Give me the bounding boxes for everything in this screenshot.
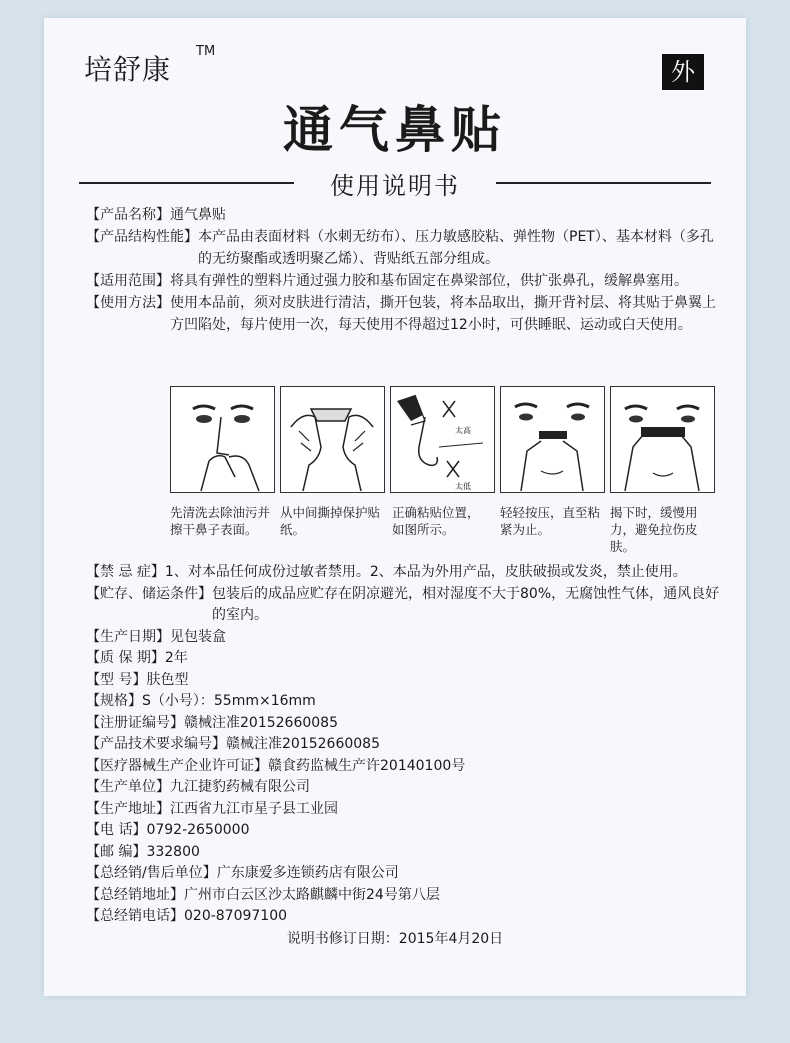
field-label: 【生产单位】 bbox=[86, 779, 170, 795]
divider-right bbox=[496, 182, 711, 184]
field-row bbox=[86, 670, 726, 692]
field-row bbox=[86, 756, 726, 778]
field-label: 【禁 忌 症】 bbox=[86, 564, 165, 580]
field-row bbox=[86, 842, 726, 864]
field-label: 【注册证编号】 bbox=[86, 714, 184, 731]
field-label: 【总经销电话】 bbox=[86, 908, 184, 924]
diagram-peel-backing bbox=[280, 386, 385, 493]
field-value: 020-87097100 bbox=[184, 908, 288, 924]
field-label: 【使用方法】 bbox=[86, 295, 170, 311]
field-label: 【产品名称】 bbox=[86, 207, 170, 223]
field-value: 赣械注准20152660085 bbox=[184, 714, 338, 731]
field-label: 【邮 编】 bbox=[86, 843, 147, 860]
field-row bbox=[86, 292, 726, 336]
diagram-caption: 揭下时，缓慢用力，避免拉伤皮肤。 bbox=[610, 505, 698, 554]
subtitle-row bbox=[79, 162, 711, 202]
info-fields-top bbox=[86, 204, 726, 336]
field-row bbox=[86, 691, 726, 713]
field-label: 【贮存、储运条件】 bbox=[86, 585, 212, 602]
field-label: 【医疗器械生产企业许可证】 bbox=[86, 757, 268, 774]
field-value: 0792-2650000 bbox=[146, 822, 250, 838]
info-fields-bottom bbox=[86, 562, 726, 928]
field-label: 【适用范围】 bbox=[86, 273, 170, 289]
field-label: 【生产日期】 bbox=[86, 628, 170, 645]
diagram-caption: 从中间撕掉保护贴纸。 bbox=[280, 505, 381, 537]
field-value: 江西省九江市星子县工业园 bbox=[170, 800, 338, 817]
too-low-label: 太低 bbox=[455, 482, 471, 491]
field-value: 2年 bbox=[164, 650, 188, 666]
revision-date: 说明书修订日期：2015年4月20日 bbox=[286, 931, 504, 947]
field-label: 【型 号】 bbox=[86, 671, 147, 688]
field-row bbox=[86, 734, 726, 756]
field-row bbox=[86, 799, 726, 821]
diagram-caption: 轻轻按压，直至粘紧为止。 bbox=[500, 505, 601, 537]
field-value: 通气鼻贴 bbox=[170, 207, 226, 223]
field-value: 使用本品前，须对皮肤进行清洁，撕开包装，将本品取出，撕开背衬层、将其贴于鼻翼上方凹陷处，每片使用一次，每天使用不得超过12小时，可供睡眠、运动或白天使用。 bbox=[170, 295, 716, 333]
field-row bbox=[86, 820, 726, 842]
field-label: 【质 保 期】 bbox=[86, 650, 165, 666]
product-title: 通气鼻贴 bbox=[283, 101, 507, 159]
field-row bbox=[86, 204, 726, 226]
field-row bbox=[86, 627, 726, 649]
field-value: 本产品由表面材料（水刺无纺布）、压力敏感胶粘、弹性物（PET）、基本材料（多孔的无纺聚酯或透明聚乙烯）、背贴纸五部分组成。 bbox=[198, 229, 714, 267]
instruction-sheet bbox=[44, 18, 746, 996]
diagram-caption: 正确粘贴位置，如图所示。 bbox=[392, 505, 480, 537]
field-row bbox=[86, 562, 726, 584]
field-label: 【总经销地址】 bbox=[86, 886, 184, 903]
field-row bbox=[86, 863, 726, 885]
field-row bbox=[86, 777, 726, 799]
field-row bbox=[86, 713, 726, 735]
field-value: 九江捷豹药械有限公司 bbox=[170, 779, 310, 795]
field-value: 将具有弹性的塑料片通过强力胶和基布固定在鼻梁部位，供扩张鼻孔，缓解鼻塞用。 bbox=[170, 273, 688, 289]
subtitle: 使用说明书 bbox=[330, 172, 460, 200]
field-label: 【产品技术要求编号】 bbox=[86, 736, 226, 752]
brand-logo: 培舒康 bbox=[84, 53, 172, 86]
field-value: 1、对本品任何成份过敏者禁用。2、本品为外用产品，皮肤破损或发炎，禁止使用。 bbox=[164, 564, 687, 580]
field-row bbox=[86, 226, 726, 270]
field-label: 【生产地址】 bbox=[86, 800, 170, 817]
field-row bbox=[86, 584, 726, 627]
field-value: 包装后的成品应贮存在阴凉避光，相对湿度不大于80%，无腐蚀性气体，通风良好的室内。 bbox=[212, 585, 720, 623]
diagram-remove-strip bbox=[610, 386, 715, 493]
field-value: 广东康爱多连锁药店有限公司 bbox=[216, 865, 399, 881]
field-label: 【电 话】 bbox=[86, 822, 147, 838]
usage-diagrams bbox=[170, 386, 720, 554]
field-value: 广州市白云区沙太路麒麟中街24号第八层 bbox=[184, 886, 440, 903]
external-use-mark: 外 bbox=[662, 54, 704, 90]
field-value: 肤色型 bbox=[146, 671, 189, 688]
diagram-clean-nose bbox=[170, 386, 275, 493]
diagram-correct-position bbox=[390, 386, 495, 493]
field-row bbox=[86, 648, 726, 670]
field-label: 【总经销/售后单位】 bbox=[86, 865, 217, 881]
too-high-label: 太高 bbox=[455, 426, 471, 435]
field-value: 见包装盒 bbox=[170, 628, 226, 645]
field-label: 【规格】 bbox=[86, 693, 142, 709]
field-row bbox=[86, 270, 726, 292]
diagram-caption: 先清洗去除油污并擦干鼻子表面。 bbox=[170, 505, 271, 537]
field-label: 【产品结构性能】 bbox=[86, 229, 198, 245]
trademark-mark: TM bbox=[196, 44, 216, 59]
field-row bbox=[86, 906, 726, 928]
field-value: 332800 bbox=[146, 843, 200, 860]
field-value: 赣械注准20152660085 bbox=[226, 736, 380, 752]
field-value: 赣食药监械生产许20140100号 bbox=[268, 757, 466, 774]
diagram-press-strip bbox=[500, 386, 605, 493]
field-row bbox=[86, 885, 726, 907]
field-value: S（小号）：55mm×16mm bbox=[142, 693, 316, 709]
